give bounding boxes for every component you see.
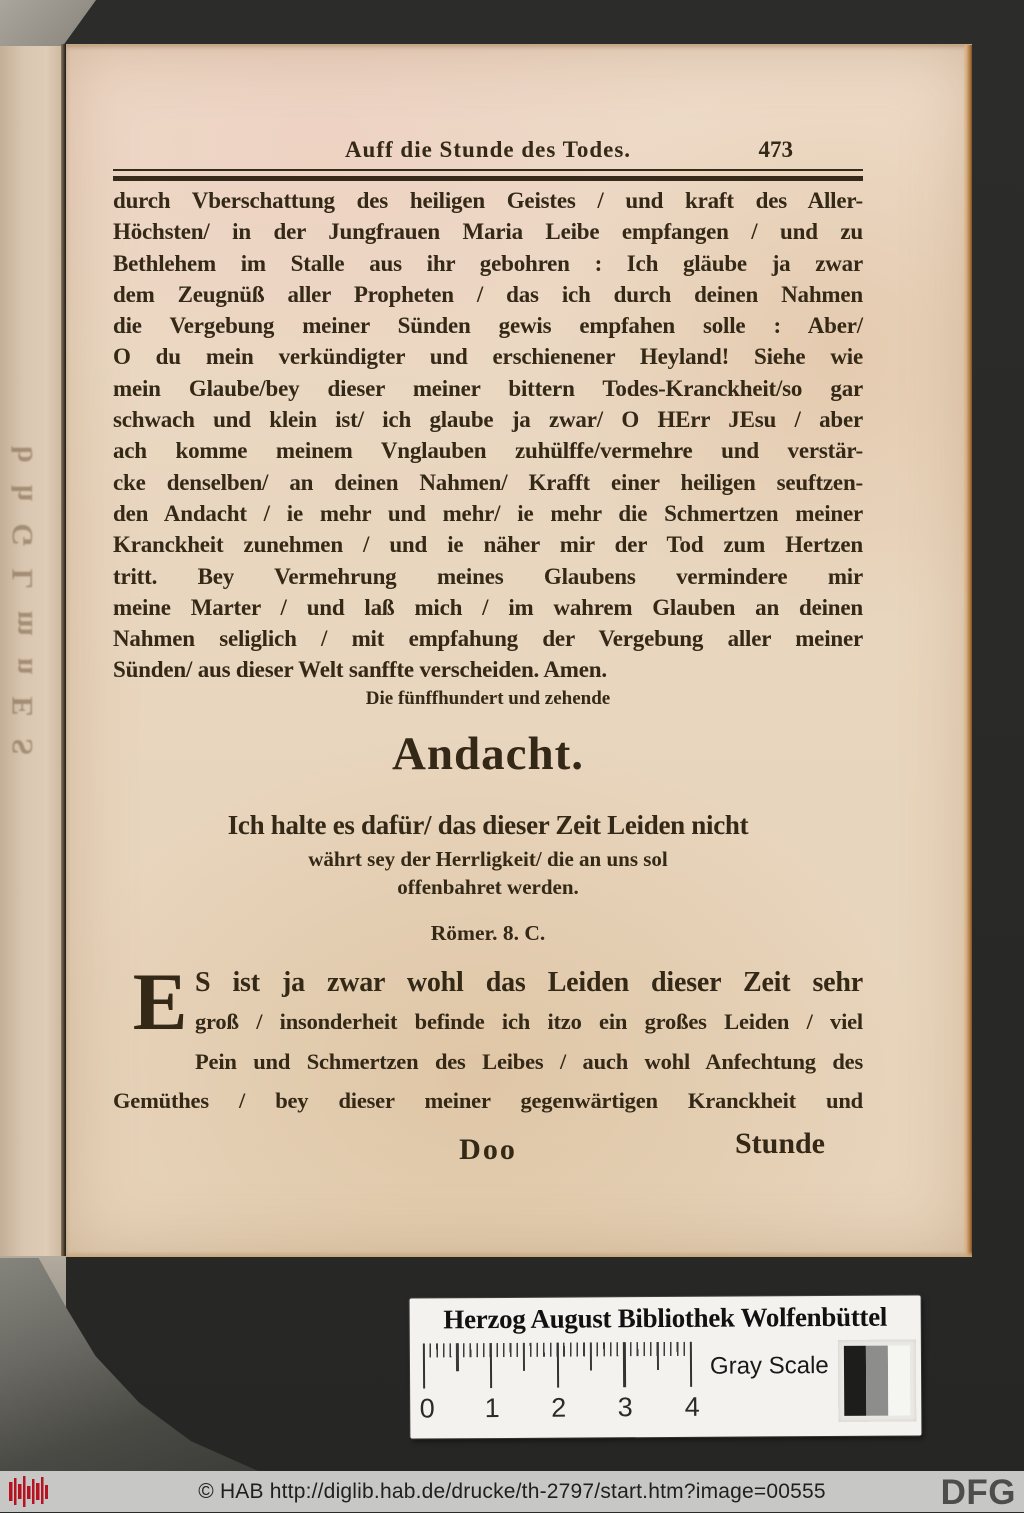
subtitle-line: währt sey der Herrligkeit/ die an uns sol — [308, 847, 668, 871]
previous-page-edge — [0, 46, 66, 1256]
text-line: Pein und Schmertzen des Leibes / auch wohl Anfechtung des — [195, 1048, 863, 1074]
hab-logo-icon — [8, 1475, 50, 1508]
text-line: tritt. Bey Vermehrung meines Glaubens vermindere mir — [113, 563, 863, 589]
scanned-book-page — [66, 44, 972, 1257]
text-line: Nahmen seliglich / mit empfahung der Vergebung aller meiner — [113, 626, 863, 652]
ruler-tick — [423, 1343, 426, 1388]
gray-scale-label: Gray Scale — [709, 1352, 829, 1380]
text-line: mein Glaube/bey dieser meiner bittern Todes-Kranckheit/so gar — [113, 375, 863, 401]
drop-cap-initial: E — [132, 956, 188, 1047]
text-line: S ist ja zwar wohl das Leiden dieser Zeit sehr — [195, 967, 863, 998]
text-line: dem Zeugnüß aller Propheten / das ich durch deinen Nahmen — [113, 281, 863, 307]
centimeter-ruler — [419, 1342, 703, 1426]
ruler-half-tick — [657, 1342, 659, 1370]
ruler-half-tick — [523, 1343, 525, 1371]
text-line: die Vergebung meiner Sünden gewis empfahen solle : Aber/ — [113, 313, 863, 339]
header-double-rule — [113, 169, 863, 181]
devotion-ordinal-line: Die fünffhundert und zehende — [365, 688, 611, 709]
ruler-tick — [690, 1342, 693, 1387]
text-line: Gemüthes / bey dieser meiner gegenwärtigen Kranckheit und — [113, 1087, 863, 1113]
ruler-tick — [623, 1342, 626, 1387]
ruler-tick — [556, 1343, 559, 1388]
copyright-url-text: © HAB http://diglib.hab.de/drucke/th-2797/start.htm?image=00555 — [198, 1479, 826, 1503]
text-line: Höchsten/ in der Jungfrauen Maria Leibe empfangen / und zu — [113, 219, 863, 245]
gray-patch — [866, 1346, 888, 1416]
page-edge-right — [963, 45, 972, 1257]
ruler-number: 4 — [684, 1391, 700, 1422]
ruler-number: 3 — [617, 1392, 633, 1423]
ruler-number: 2 — [551, 1392, 567, 1423]
running-title: Auff die Stunde des Todes. — [344, 137, 632, 162]
text-line: ach komme meinem Vnglauben zuhülffe/vermehre und verstär- — [113, 438, 863, 464]
text-line: Bethlehem im Stalle aus ihr gebohren : Ich gläube ja zwar — [113, 250, 863, 276]
text-line: Kranckheit zunehmen / und ie näher mir der Tod zum Hertzen — [113, 532, 863, 558]
prayer-paragraph — [113, 185, 863, 686]
ruler-half-tick — [590, 1342, 592, 1370]
ruler-number: 0 — [419, 1393, 435, 1424]
gray-scale-patches — [838, 1339, 916, 1421]
subtitle-line: Ich halte es dafür/ das dieser Zeit Leiden nicht — [227, 810, 749, 840]
text-line: cke denselben/ an deinen Nahmen/ Krafft einer heiligen seuftzen- — [113, 469, 863, 495]
print-text-block — [113, 45, 863, 1257]
ruler-tick — [490, 1343, 493, 1388]
text-line: schwach und klein ist/ ich glaube ja zwar/ O HErr JEsu / aber — [113, 407, 863, 433]
text-line: den Andacht / ie mehr und mehr/ ie mehr die Schmertzen meiner — [113, 500, 863, 526]
show-through-ghost-text: bhGLmnES — [6, 446, 39, 778]
catchword: Stunde — [734, 1127, 825, 1160]
text-line: groß / insonderheit befinde ich itzo ein großes Leiden / viel — [195, 1009, 863, 1035]
library-name-label: Herzog August Bibliothek Wolfenbüttel — [443, 1301, 888, 1335]
text-line: O du mein verkündigter und erschienener Heyland! Siehe wie — [113, 344, 863, 370]
bible-reference: Römer. 8. C. — [430, 921, 546, 945]
black-patch — [844, 1346, 866, 1416]
ruler-half-tick — [456, 1343, 458, 1371]
devotion-paragraph — [113, 956, 863, 1120]
white-patch — [888, 1346, 910, 1416]
signature-row — [113, 1127, 863, 1167]
dfg-logo: DFG — [940, 1473, 1016, 1512]
text-line: Sünden/ aus dieser Welt sanffte verscheiden. Amen. — [113, 657, 607, 683]
subtitle-line: offenbahret werden. — [397, 875, 579, 899]
page-number: 473 — [758, 137, 793, 162]
diglib-footer-bar — [0, 1471, 1024, 1512]
ruler-number: 1 — [484, 1393, 500, 1424]
signature-mark: Doo — [459, 1133, 517, 1166]
text-line: meine Marter / und laß mich / im wahrem Glauben an deinen — [113, 594, 863, 620]
section-heading: Andacht. — [391, 728, 585, 780]
grayscale-ruler-card — [410, 1295, 922, 1438]
text-line: durch Vberschattung des heiligen Geistes / und kraft des Aller- — [113, 188, 863, 213]
